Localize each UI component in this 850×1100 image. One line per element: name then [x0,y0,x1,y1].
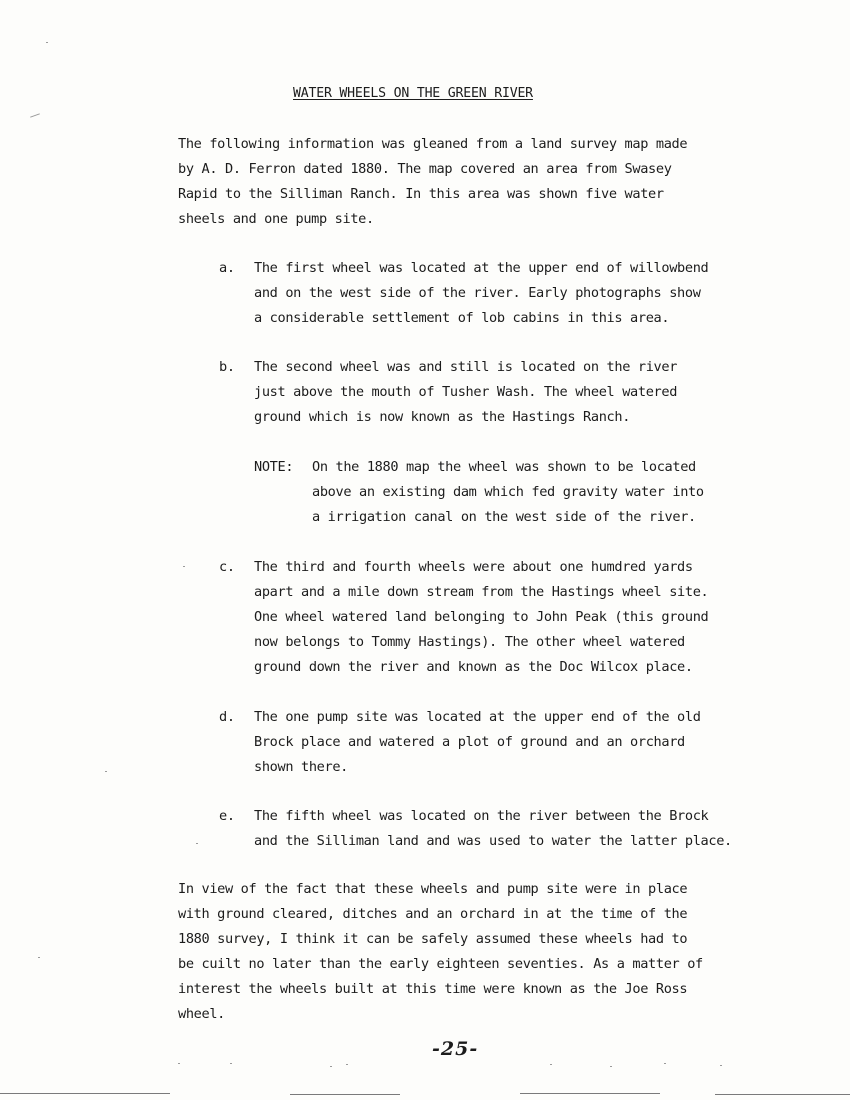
note-line: above an existing dam which fed gravity water into [312,484,704,500]
note-label: NOTE: [254,459,294,475]
scan-speck [230,1063,232,1064]
list-item-line: The second wheel was and still is located on the river [254,359,678,375]
page-number: -25- [432,1038,479,1060]
closing-line: interest the wheels built at this time were known as the Joe Ross [178,981,688,997]
scan-edge-line [520,1093,660,1094]
note-line: a irrigation canal on the west side of the river. [312,509,696,525]
list-item-line: now belongs to Tommy Hastings). The other wheel watered [254,634,685,650]
closing-line: with ground cleared, ditches and an orchard in at the time of the [178,906,688,922]
list-item-line: The third and fourth wheels were about one humdred yards [254,559,693,575]
closing-paragraph [178,877,703,1027]
list-item-letter: e. [219,808,235,824]
scan-speck [105,771,107,772]
list-item-body [254,355,677,430]
scan-speck [183,566,185,567]
list-item-line: shown there. [254,759,349,775]
scan-speck [178,1063,180,1064]
scan-speck [610,1066,612,1067]
list-item-line: Brock place and watered a plot of ground and an orchard [254,734,685,750]
note-line: On the 1880 map the wheel was shown to be located [312,459,696,475]
scan-edge-line [290,1094,400,1095]
list-item-letter: b. [219,359,235,375]
list-item-letter: c. [219,559,235,575]
list-item-line: The one pump site was located at the upper end of the old [254,709,701,725]
scan-speck [38,957,40,958]
document-title: WATER WHEELS ON THE GREEN RIVER [293,86,533,101]
list-item-line: a considerable settlement of lob cabins in this area. [254,310,670,326]
list-item-letter: a. [219,260,235,276]
scan-edge-line [715,1094,850,1095]
list-item-line: and on the west side of the river. Early photographs show [254,285,701,301]
closing-line: wheel. [178,1006,226,1022]
list-item-line: apart and a mile down stream from the Hastings wheel site. [254,584,709,600]
intro-paragraph [178,132,687,232]
note-body [312,455,704,530]
list-item-body [254,804,732,854]
scan-edge-line [0,1093,170,1094]
scan-speck [664,1063,666,1064]
list-item-letter: d. [219,709,235,725]
list-item-line: One wheel watered land belonging to John Peak (this ground [254,609,709,625]
scan-speck [30,113,40,117]
list-item-body [254,256,708,331]
list-item-line: just above the mouth of Tusher Wash. The wheel watered [254,384,678,400]
closing-line: be cuilt no later than the early eighteen seventies. As a matter of [178,956,703,972]
intro-line: Rapid to the Silliman Ranch. In this area was shown five water [178,186,664,202]
closing-line: 1880 survey, I think it can be safely assumed these wheels had to [178,931,688,947]
intro-line: sheels and one pump site. [178,211,374,227]
scan-speck [346,1064,348,1065]
scan-speck [550,1064,552,1065]
list-item-line: and the Silliman land and was used to water the latter place. [254,833,732,849]
intro-line: by A. D. Ferron dated 1880. The map covered an area from Swasey [178,161,672,177]
list-item-body [254,555,708,680]
scan-speck [46,42,48,43]
list-item-line: ground which is now known as the Hastings Ranch. [254,409,631,425]
list-item-line: The first wheel was located at the upper end of willowbend [254,260,709,276]
scan-speck [196,843,198,844]
closing-line: In view of the fact that these wheels and pump site were in place [178,881,688,897]
intro-line: The following information was gleaned from a land survey map made [178,136,688,152]
list-item-line: The fifth wheel was located on the river between the Brock [254,808,709,824]
scan-speck [720,1065,722,1066]
list-item-line: ground down the river and known as the Doc Wilcox place. [254,659,693,675]
scan-speck [330,1066,332,1067]
list-item-body [254,705,701,780]
